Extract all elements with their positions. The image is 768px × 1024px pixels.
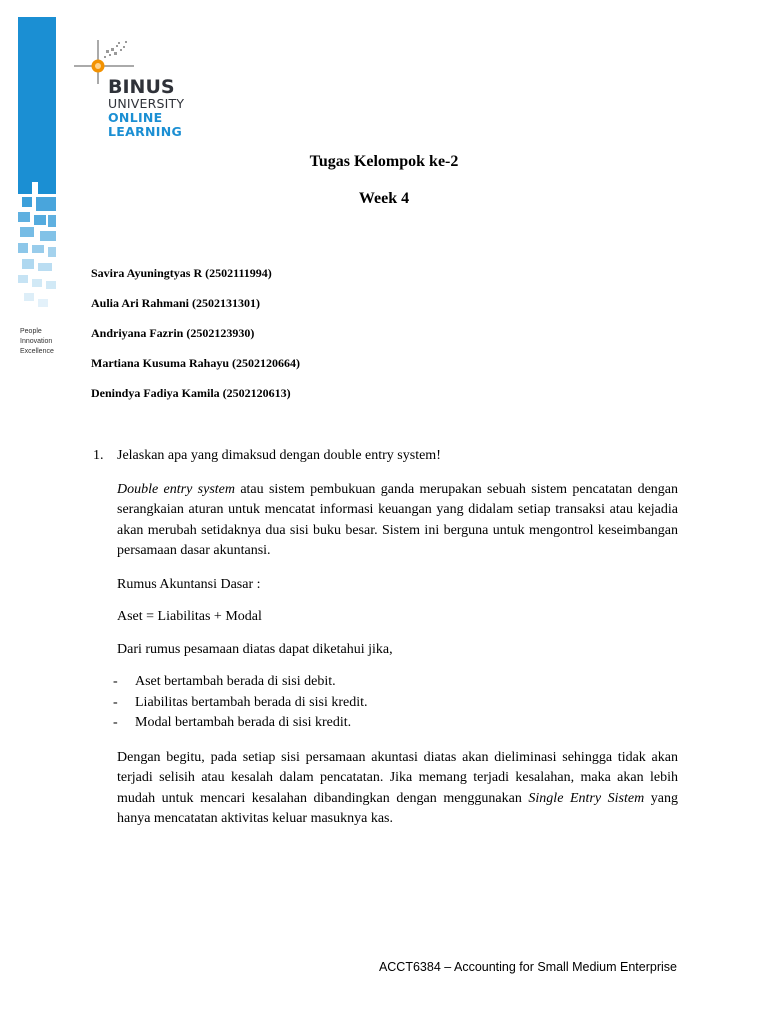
- formula: Aset = Liabilitas + Modal: [117, 609, 262, 624]
- term-double-entry: Double entry system: [117, 481, 235, 497]
- question-text: Jelaskan apa yang dimaksud dengan double entry system!: [117, 448, 441, 463]
- list-item-text: Modal bertambah berada di sisi kredit.: [135, 715, 352, 730]
- member-item: Andriyana Fazrin (2502123930): [91, 326, 255, 340]
- conclusion-text-end: yang hanya mencatatan aktivitas keluar masuknya kas.: [117, 790, 679, 826]
- bullet-marker: -: [113, 694, 118, 710]
- tagline: [20, 327, 54, 357]
- conclusion-paragraph: [117, 748, 678, 830]
- bullet-list: [93, 672, 678, 734]
- formula-heading: Rumus Akuntansi Dasar :: [117, 576, 261, 592]
- conclusion-text: Dengan begitu, pada setiap sisi persamaan akuntasi diatas akan dieliminasi sehingga tidak akan terjadi selisih atau kesalah dalam pencatatan. Jika memang terjadi kesalahan, maka akan lebih mudah untuk mencari kesalahan dibandingkan dengan menggunakan: [117, 749, 678, 806]
- tagline-line: People: [20, 328, 42, 335]
- question-number: 1.: [93, 448, 104, 463]
- tagline-line: Innovation: [20, 338, 53, 345]
- document-subtitle: Week 4: [358, 190, 410, 207]
- member-item: Martiana Kusuma Rahayu (2502120664): [91, 356, 301, 370]
- logo-line-learning: LEARNING: [108, 124, 183, 139]
- list-item: [93, 672, 678, 693]
- list-item-text: Aset bertambah berada di sisi debit.: [135, 674, 336, 689]
- formula-explanation: Dari rumus pesamaan diatas dapat diketahui jika,: [117, 641, 393, 657]
- logo-line-online: ONLINE: [108, 110, 163, 125]
- logo-line-university: UNIVERSITY: [108, 96, 185, 111]
- binus-logo: [108, 78, 184, 139]
- answer-section: [93, 446, 678, 830]
- document-title: Tugas Kelompok ke-2: [309, 153, 459, 170]
- bullet-marker: -: [113, 674, 118, 689]
- tagline-line: Excellence: [20, 348, 54, 355]
- logo-line-binus: BINUS: [108, 76, 175, 98]
- member-item: Aulia Ari Rahmani (2502131301): [91, 296, 261, 310]
- bullet-marker: -: [113, 715, 118, 730]
- member-list: [91, 266, 300, 416]
- question: [93, 446, 678, 467]
- term-single-entry: Single Entry Sistem: [528, 790, 645, 806]
- page-footer: ACCT6384 – Accounting for Small Medium Enterprise: [378, 960, 677, 974]
- member-item: Savira Ayuningtyas R (2502111994): [91, 266, 272, 280]
- answer-paragraph: [117, 480, 678, 562]
- list-item: [93, 713, 678, 734]
- list-item: [93, 693, 678, 714]
- list-item-text: Liabilitas bertambah berada di sisi kredit.: [135, 694, 368, 710]
- answer-paragraph-text: atau sistem pembukuan ganda merupakan sebuah sistem pencatatan dengan serangkaian aturan untuk mencatat informasi keuangan yang didalam setiap transaksi atau kejadia akan merubah setidaknya dua sisi buku besar. Sistem ini berguna untuk mengontrol keseimbangan persamaan dasar akuntansi.: [117, 481, 678, 558]
- member-item: Denindya Fadiya Kamila (2502120613): [91, 386, 291, 400]
